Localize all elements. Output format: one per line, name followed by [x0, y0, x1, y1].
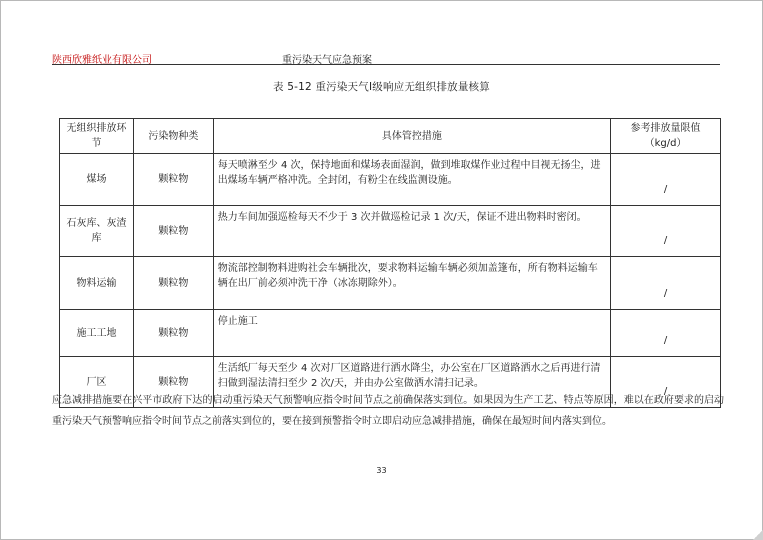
cell-limit: / [611, 357, 721, 408]
table-row [60, 310, 721, 357]
cell-pollutant: 颗粒物 [133, 357, 213, 408]
cell-link: 厂区 [60, 357, 134, 408]
header-measures: 具体管控措施 [213, 119, 610, 154]
page-header [52, 48, 720, 65]
cell-link: 施工工地 [60, 310, 134, 357]
cell-measure: 停止施工 [213, 310, 610, 357]
table-row [60, 154, 721, 206]
cell-limit: / [611, 206, 721, 257]
body-paragraph: 应急减排措施要在兴平市政府下达的启动重污染天气预警响应指令时间节点之前确保落实到位。如果因为生产工艺、特点等原因，难以在政府要求的启动重污染天气预警响应指令时间节点之前落实到位的，要在接到预警指令时立即启动应急减排措施，确保在最短时间内落实到位。 [52, 395, 724, 427]
cell-measure: 每天喷淋至少 4 次，保持地面和煤场表面湿润，做到堆取煤作业过程中目视无扬尘，进出煤场车辆严格冲洗。全封闭，有粉尘在线监测设施。 [213, 154, 610, 206]
cell-pollutant: 颗粒物 [133, 206, 213, 257]
table-row [60, 257, 721, 310]
cell-measure: 热力车间加强巡检每天不少于 3 次并做巡检记录 1 次/天，保证不进出物料时密闭。 [213, 206, 610, 257]
cell-limit: / [611, 154, 721, 206]
table-header-row [60, 119, 721, 154]
cell-link: 煤场 [60, 154, 134, 206]
cell-link: 物料运输 [60, 257, 134, 310]
emission-table [59, 118, 721, 408]
header-limit: 参考排放量限值（kg/d） [611, 119, 721, 154]
header-pollutant: 污染物种类 [133, 119, 213, 154]
cell-measure: 物流部控制物料进购社会车辆批次，要求物料运输车辆必须加盖篷布，所有物料运输车辆在出厂前必须冲洗干净（冰冻期除外）。 [213, 257, 610, 310]
company-name: 陕西欣雅纸业有限公司 [52, 55, 152, 66]
document-title: 重污染天气应急预案 [282, 55, 372, 66]
cell-limit: / [611, 257, 721, 310]
cell-pollutant: 颗粒物 [133, 310, 213, 357]
header-emission-link: 无组织排放环节 [60, 119, 134, 154]
cell-limit: / [611, 310, 721, 357]
page-corner-shadow [753, 530, 763, 540]
page-number: 33 [376, 466, 387, 475]
cell-measure: 生活纸厂每天至少 4 次对厂区道路进行洒水降尘，办公室在厂区道路洒水之后再进行清扫做到湿法清扫至少 2 次/天，并由办公室做洒水清扫记录。 [213, 357, 610, 408]
table-caption: 表 5-12 重污染天气Ⅰ级响应无组织排放量核算 [273, 81, 490, 93]
table-row [60, 206, 721, 257]
cell-link: 石灰库、灰渣库 [60, 206, 134, 257]
cell-pollutant: 颗粒物 [133, 257, 213, 310]
cell-pollutant: 颗粒物 [133, 154, 213, 206]
